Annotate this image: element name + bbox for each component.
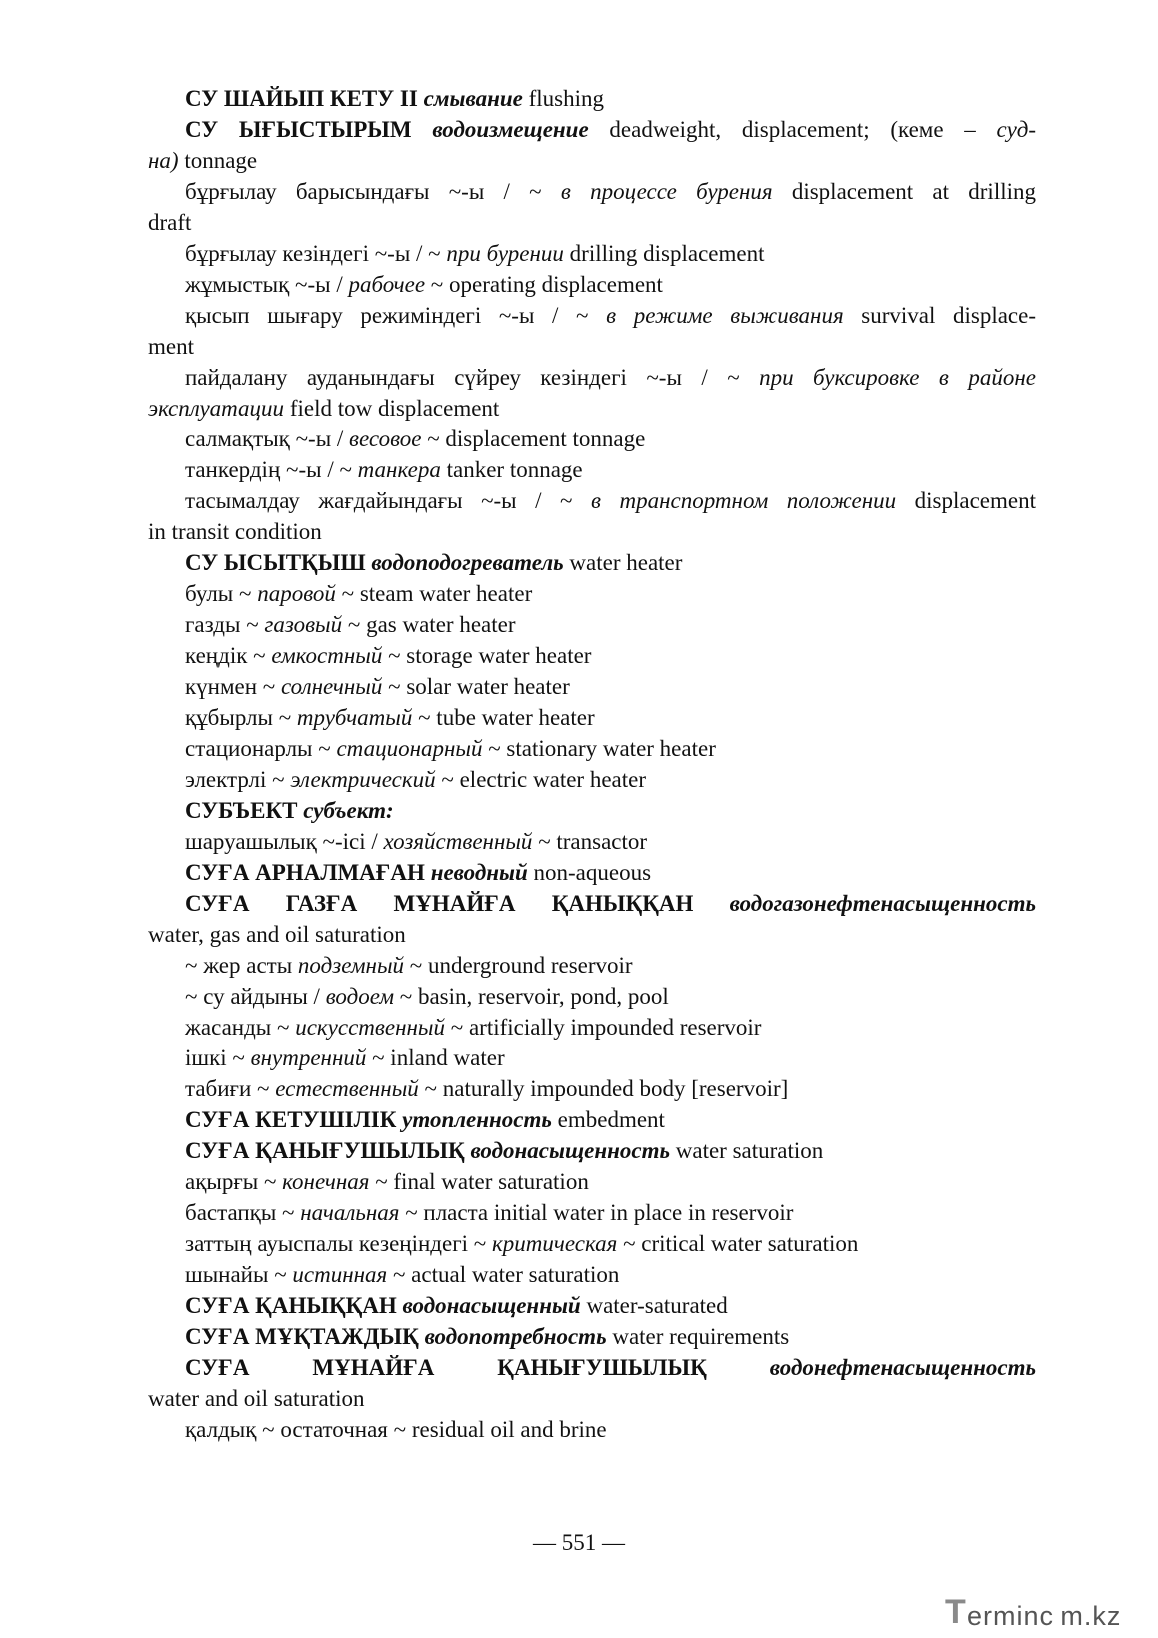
russian-term: на) xyxy=(148,147,179,173)
entry-line xyxy=(185,764,1036,796)
entry-line xyxy=(185,671,1036,703)
watermark-letter: T xyxy=(945,1593,966,1631)
term-text: water and oil saturation xyxy=(148,1385,365,1411)
term-text: ~ transactor xyxy=(532,828,648,854)
term-text: water-saturated xyxy=(580,1293,728,1319)
russian-term: в транспортном положении xyxy=(591,488,897,514)
russian-headword: неводный xyxy=(430,859,528,885)
term-text: water heater xyxy=(563,550,683,576)
entry-line xyxy=(185,857,1036,889)
entry-line xyxy=(185,733,1036,765)
term-text: заттың ауыспалы кезеңіндегі ~ xyxy=(185,1231,492,1257)
term-text: ~ storage water heater xyxy=(382,643,592,669)
russian-term: суд- xyxy=(996,116,1037,142)
russian-term: естественный xyxy=(275,1076,419,1102)
headword: СУҒА ҚАНЫҒУШЫЛЫҚ xyxy=(185,1138,471,1164)
entry-line xyxy=(185,1321,1036,1353)
term-text: ~ operating displacement xyxy=(425,271,663,297)
term-text: күнмен ~ xyxy=(185,674,281,700)
russian-term: трубчатый xyxy=(296,705,413,730)
entry-line xyxy=(185,1073,1036,1105)
headword: СУҒА АРНАЛМАҒАН xyxy=(185,859,431,885)
russian-term: емкостный xyxy=(271,643,383,669)
headword: СУБЪЕКТ xyxy=(185,797,304,823)
russian-headword: водогазонефтенасыщенность xyxy=(729,890,1036,916)
russian-term: танкера xyxy=(357,457,441,483)
term-text: электрлі ~ xyxy=(185,766,291,792)
russian-term: паровой xyxy=(257,581,336,607)
entry-line xyxy=(185,1290,1036,1322)
headword: СУ ЫҒЫСТЫРЫМ xyxy=(185,116,433,142)
term-text: ~ displacement tonnage xyxy=(421,426,646,452)
headword: СУҒА ҚАНЫҚҚАН xyxy=(185,1293,403,1319)
russian-term: искусственный xyxy=(295,1014,446,1040)
term-text: ~ critical water saturation xyxy=(617,1231,859,1257)
term-text: ~ inland water xyxy=(366,1045,505,1071)
term-text: ~ су айдыны / xyxy=(185,983,326,1009)
entry-line xyxy=(185,1042,1036,1074)
term-text: ~ artificially impounded reservoir xyxy=(445,1014,762,1040)
term-text: tonnage xyxy=(178,147,258,173)
term-text: ~ steam water heater xyxy=(335,581,533,607)
russian-term: начальная xyxy=(300,1200,400,1226)
term-text: ~ underground reservoir xyxy=(404,952,633,978)
term-text: ~ actual water saturation xyxy=(387,1262,620,1288)
russian-term: в процессе бурения xyxy=(560,178,773,204)
entry-line xyxy=(185,1135,1036,1167)
term-text: ~ gas water heater xyxy=(342,612,516,638)
term-text: ~ solar water heater xyxy=(382,674,570,700)
entry-line xyxy=(185,362,1036,394)
term-text: ~ electric water heater xyxy=(435,766,647,792)
russian-term: стационарный xyxy=(336,735,483,761)
russian-term: при бурении xyxy=(446,240,564,266)
russian-headword: смывание xyxy=(423,86,523,111)
headword: СУҒА МҰНАЙҒА ҚАНЫҒУШЫЛЫҚ xyxy=(185,1354,770,1380)
headword: СУ ЫСЫТҚЫШ xyxy=(185,550,372,576)
entry-line xyxy=(148,1383,1036,1415)
term-text: қалдық ~ остаточная ~ residual oil and brine xyxy=(185,1416,607,1442)
russian-headword: водоизмещение xyxy=(432,116,589,142)
russian-headword: водонасыщенный xyxy=(402,1293,581,1319)
entry-line xyxy=(185,238,1036,270)
term-text: тасымалдау жағдайындағы ~-ы / ~ xyxy=(185,488,591,514)
russian-term: в режиме выживания xyxy=(606,302,844,328)
entry-line xyxy=(185,300,1036,332)
term-text: стационарлы ~ xyxy=(185,735,337,761)
headword: СУҒА ГАЗҒА МҰНАЙҒА ҚАНЫҚҚАН xyxy=(185,890,730,916)
entry-line xyxy=(185,826,1036,858)
term-text: deadweight, displacement; (кеме – xyxy=(588,116,997,142)
page-number: — 551 — xyxy=(533,1530,625,1555)
russian-term: конечная xyxy=(282,1169,370,1195)
term-text: water requirements xyxy=(606,1324,790,1349)
term-text: ~ basin, reservoir, pond, pool xyxy=(394,983,669,1009)
term-text: water, gas and oil saturation xyxy=(148,921,406,947)
term-text: ~ жер асты xyxy=(185,952,298,978)
term-text: жұмыстық ~-ы / xyxy=(185,271,349,297)
term-text: displacement xyxy=(896,488,1036,514)
term-text: ~ пласта initial water in place in reservoir xyxy=(399,1200,794,1226)
term-text: tanker tonnage xyxy=(440,457,583,483)
russian-term: эксплуатации xyxy=(148,395,285,421)
entry-line xyxy=(185,888,1036,920)
term-text: ~ naturally impounded body [reservoir] xyxy=(418,1076,789,1102)
term-text: water saturation xyxy=(670,1138,824,1164)
entry-line xyxy=(185,1352,1036,1384)
term-text: ~ stationary water heater xyxy=(482,735,716,761)
entry-line xyxy=(185,702,1036,734)
term-text: field tow displacement xyxy=(284,395,500,421)
entry-line xyxy=(185,1259,1036,1291)
entry-line xyxy=(185,950,1036,982)
russian-term: подземный xyxy=(297,952,405,978)
russian-term: водоем xyxy=(325,983,395,1009)
russian-headword: водонефтенасыщенность xyxy=(769,1354,1036,1380)
entry-line xyxy=(185,454,1036,486)
term-text: ақырғы ~ xyxy=(185,1169,283,1195)
term-text: draft xyxy=(148,209,192,235)
russian-term: истинная xyxy=(292,1262,388,1288)
term-text: бұрғылау барысындағы ~-ы / ~ xyxy=(185,178,561,204)
term-text: құбырлы ~ xyxy=(185,705,297,730)
term-text: ment xyxy=(148,333,194,359)
russian-headword: водопотребность xyxy=(424,1324,607,1349)
entry-line xyxy=(185,981,1036,1013)
term-text: ішкі ~ xyxy=(185,1045,251,1071)
terminco-watermark-logo xyxy=(945,1590,1150,1634)
term-text: displacement at drilling xyxy=(772,178,1036,204)
russian-term: при буксировке в районе xyxy=(759,364,1036,390)
term-text: шынайы ~ xyxy=(185,1262,293,1288)
entry-line xyxy=(185,423,1036,455)
entry-line xyxy=(185,1104,1036,1136)
entry-line xyxy=(185,795,1036,827)
watermark-text: erminc m.kz xyxy=(967,1601,1122,1631)
entry-line xyxy=(185,640,1036,672)
russian-headword: субъект: xyxy=(303,797,394,823)
term-text: кеңдік ~ xyxy=(185,643,272,669)
term-text: бастапқы ~ xyxy=(185,1200,301,1226)
russian-term: газовый xyxy=(264,612,343,638)
entry-line xyxy=(185,1228,1036,1260)
entry-line xyxy=(185,547,1036,579)
entry-line xyxy=(185,1414,1036,1446)
term-text: булы ~ xyxy=(185,581,258,607)
term-text: жасанды ~ xyxy=(185,1014,296,1040)
term-text: газды ~ xyxy=(185,612,265,638)
russian-term: внутренний xyxy=(250,1045,367,1071)
russian-headword: водонасыщенность xyxy=(470,1138,670,1164)
russian-term: электрический xyxy=(290,766,436,792)
term-text: қысып шығару режиміндегі ~-ы / ~ xyxy=(185,302,607,328)
entry-line xyxy=(185,83,1036,115)
term-text: non-aqueous xyxy=(527,859,652,885)
entry-line xyxy=(185,1012,1036,1044)
russian-term: критическая xyxy=(492,1231,618,1257)
entry-line xyxy=(185,114,1036,146)
term-text: drilling displacement xyxy=(563,240,765,266)
entry-line xyxy=(148,331,1036,363)
term-text: ~ tube water heater xyxy=(412,705,595,730)
term-text: survival displace- xyxy=(843,302,1036,328)
russian-headword: утопленность xyxy=(402,1107,552,1133)
russian-term: весовое xyxy=(349,426,422,452)
term-text: embedment xyxy=(551,1107,665,1133)
term-text: шаруашылық ~-ісі / xyxy=(185,828,384,854)
entry-line xyxy=(148,145,1036,177)
term-text: пайдалану ауданындағы сүйреу кезіндегі ~-ы / ~ xyxy=(185,364,760,390)
russian-term: рабочее xyxy=(348,271,426,297)
term-text: ~ final water saturation xyxy=(369,1169,589,1195)
entry-line xyxy=(185,609,1036,641)
entry-line xyxy=(185,578,1036,610)
term-text: flushing xyxy=(522,86,605,111)
entry-line xyxy=(148,393,1036,425)
entry-line xyxy=(185,1166,1036,1198)
entry-line xyxy=(185,269,1036,301)
headword: СУҒА МҰҚТАЖДЫҚ xyxy=(185,1324,425,1349)
term-text: салмақтық ~-ы / xyxy=(185,426,350,452)
entry-line xyxy=(148,919,1036,951)
term-text: бұрғылау кезіндегі ~-ы / ~ xyxy=(185,240,447,266)
entry-line xyxy=(185,1197,1036,1229)
headword: СУҒА КЕТУШІЛІК xyxy=(185,1107,403,1133)
term-text: in transit condition xyxy=(148,519,322,545)
entry-line xyxy=(185,485,1036,517)
term-text: табиғи ~ xyxy=(185,1076,276,1102)
entry-line xyxy=(148,516,1036,548)
russian-term: солнечный xyxy=(281,674,383,700)
term-text: танкердің ~-ы / ~ xyxy=(185,457,358,483)
russian-term: хозяйственный xyxy=(383,828,533,854)
entry-line xyxy=(185,176,1036,208)
headword: СУ ШАЙЫП КЕТУ II xyxy=(185,86,424,111)
entry-line xyxy=(148,207,1036,239)
russian-headword: водоподогреватель xyxy=(371,550,564,576)
